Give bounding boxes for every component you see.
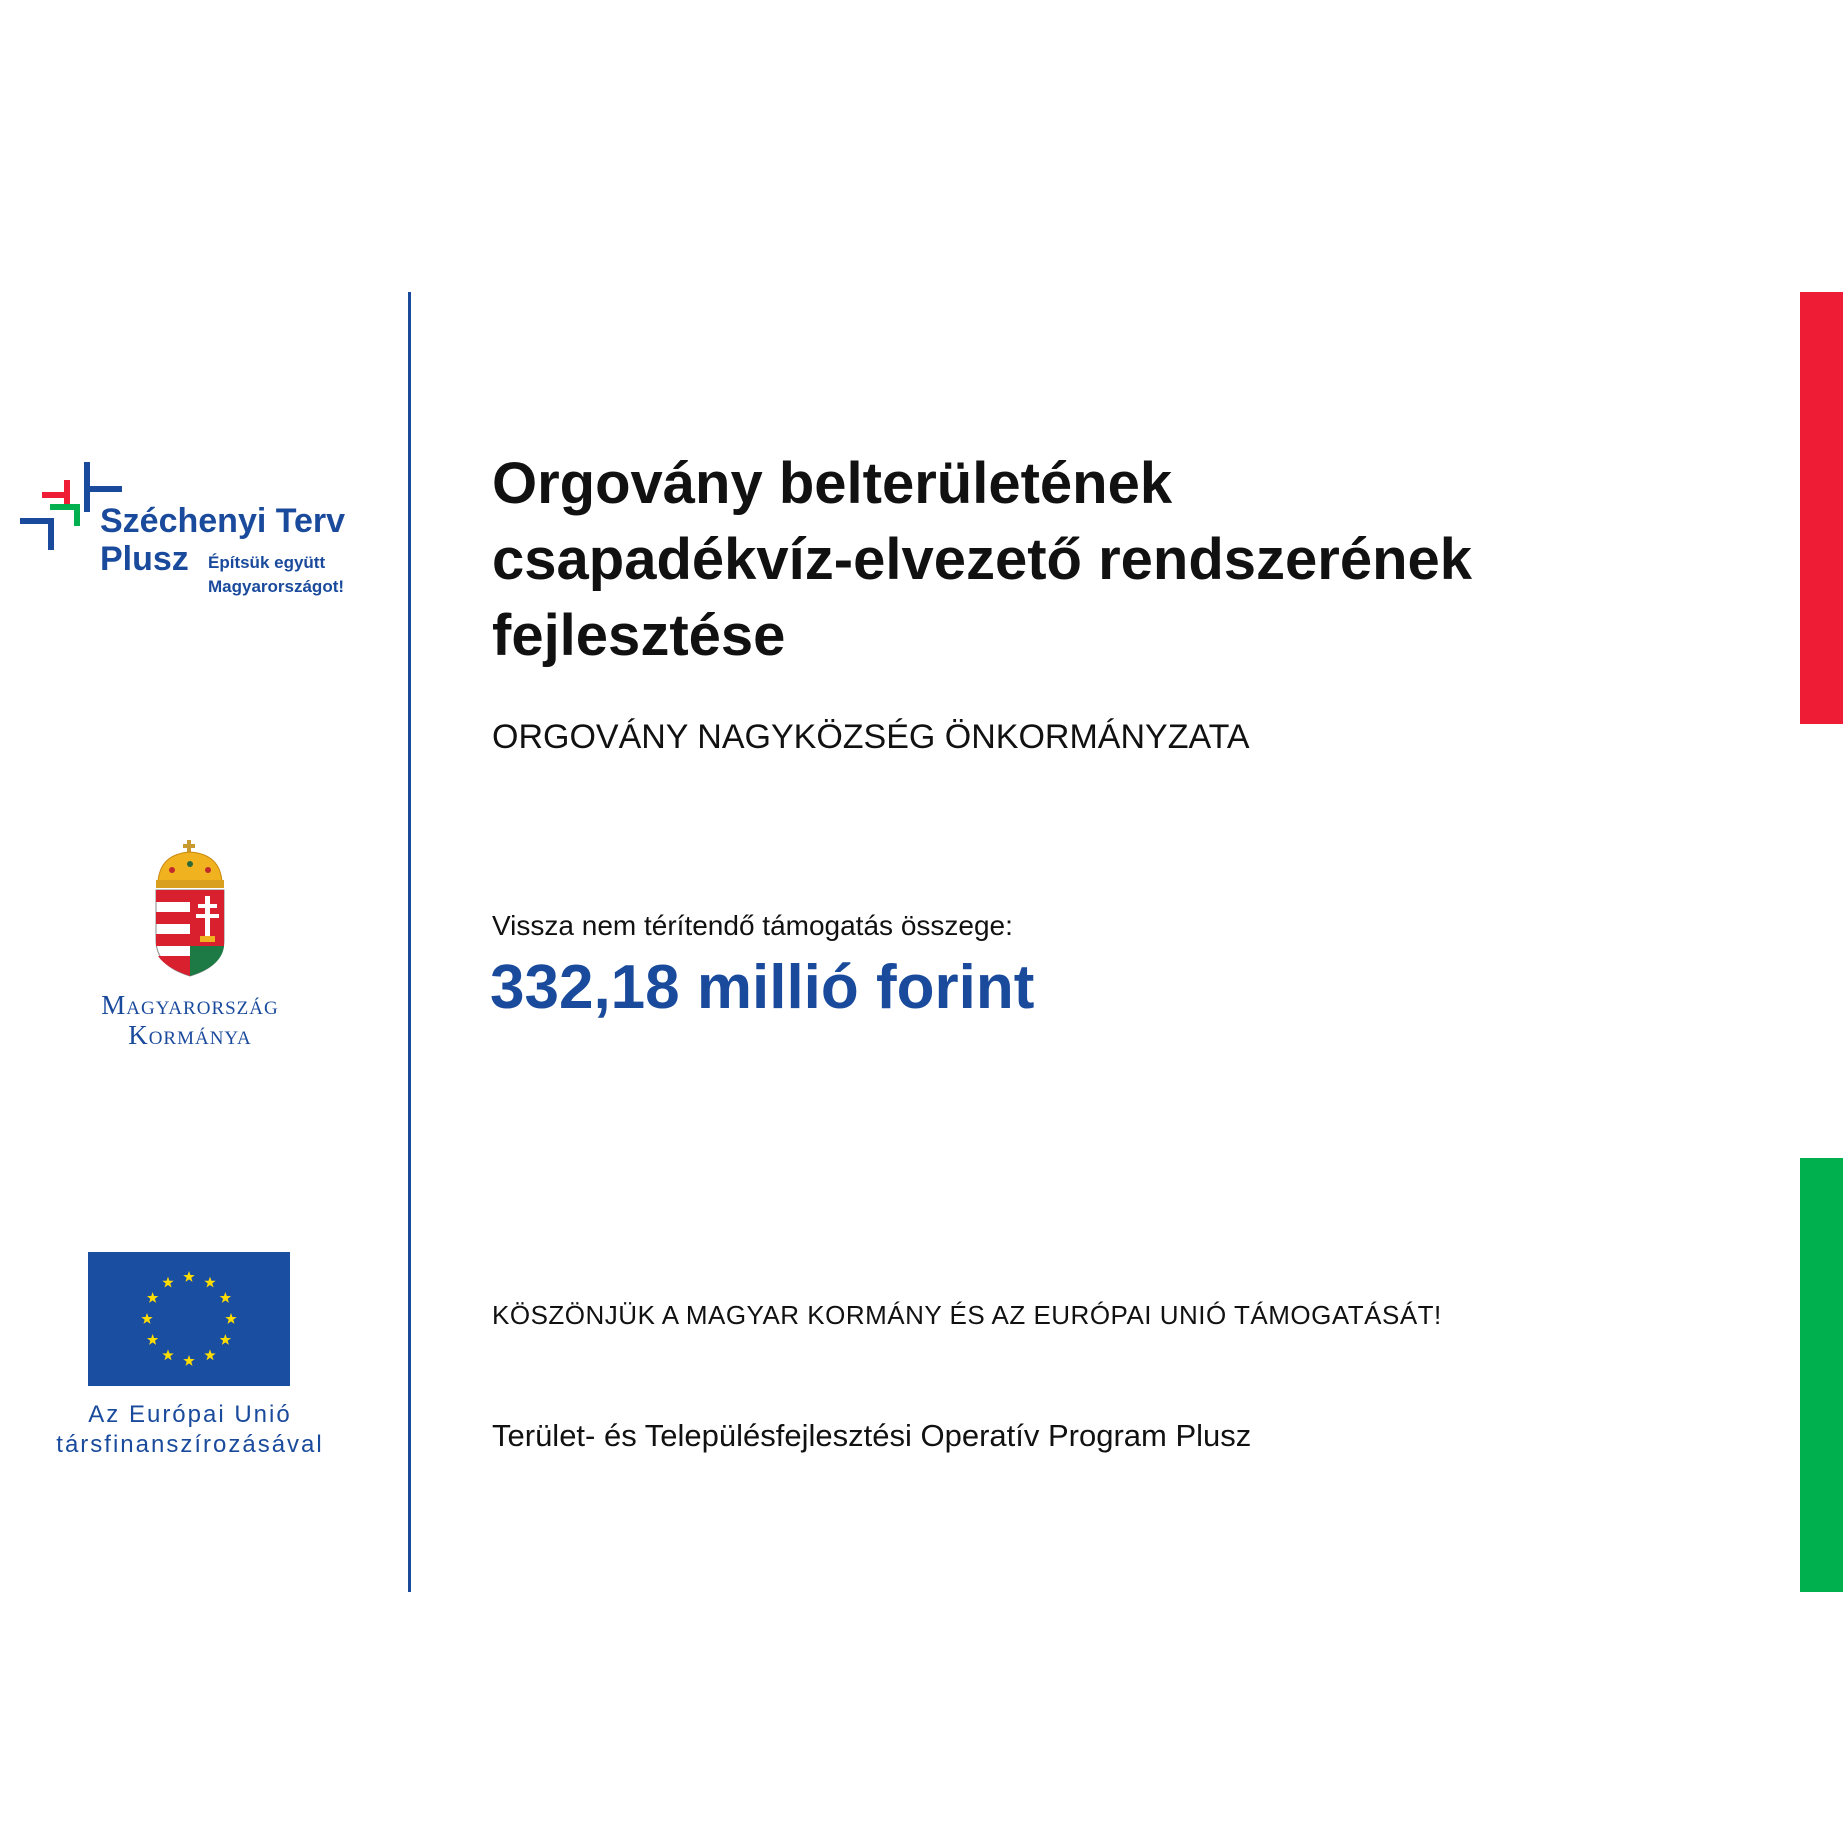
szechenyi-title: Széchenyi Terv (100, 502, 346, 540)
eu-cofinanced-line2: társfinanszírozásával (56, 1431, 324, 1458)
program-name: Terület- és Településfejlesztési Operatív Program Plusz (492, 1418, 1252, 1453)
government-name-line1: Magyarország (101, 990, 279, 1020)
red-flag-stripe (1800, 292, 1843, 724)
government-name-line2: Kormánya (128, 1020, 252, 1050)
beneficiary-name: ORGOVÁNY NAGYKÖZSÉG ÖNKORMÁNYZATA (492, 718, 1250, 756)
project-title-line-3: fejlesztése (492, 603, 786, 668)
grant-label: Vissza nem térítendő támogatás összege: (492, 910, 1013, 941)
project-title-line-1: Orgovány belterületének (492, 451, 1173, 516)
thanks-message: KÖSZÖNJÜK A MAGYAR KORMÁNY ÉS AZ EURÓPAI UNIÓ TÁMOGATÁSÁT! (492, 1300, 1442, 1330)
eu-cofinanced-line1: Az Európai Unió (88, 1401, 292, 1428)
szechenyi-slogan-1: Építsük együtt (208, 553, 326, 572)
vertical-divider (408, 292, 411, 1592)
szechenyi-slogan-2: Magyarországot! (208, 577, 345, 596)
project-title-line-2: csapadékvíz-elvezető rendszerének (492, 527, 1473, 592)
szechenyi-subtitle: Plusz (100, 540, 189, 578)
green-flag-stripe (1800, 1158, 1843, 1592)
eu-flag-icon (88, 1252, 290, 1386)
hungarian-coat-of-arms-icon (152, 840, 228, 980)
grant-amount: 332,18 millió forint (490, 953, 1035, 1022)
